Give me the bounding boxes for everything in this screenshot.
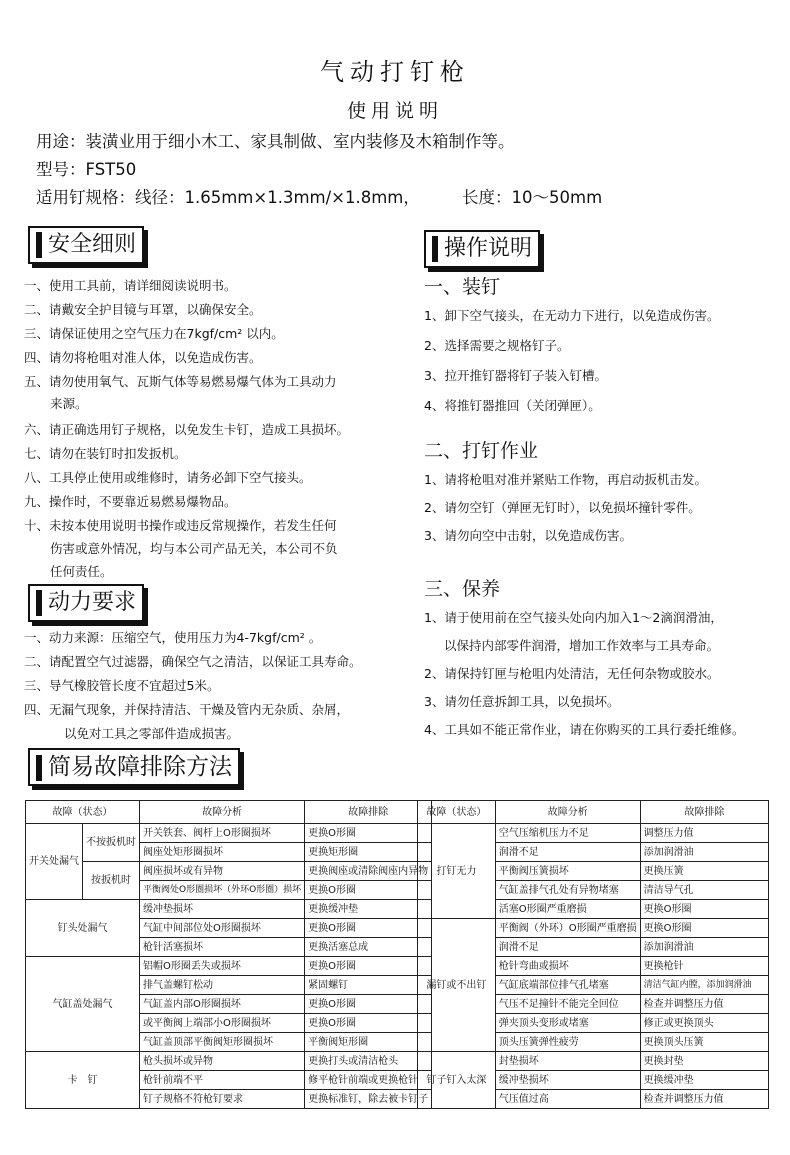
cell-analysis: 气压不足撞针不能完全回位 <box>495 995 640 1014</box>
table-header-row <box>26 801 432 824</box>
cell-analysis: 弹夹顶头变形或堵塞 <box>495 1014 640 1033</box>
cell-analysis: 开关铁套、阀杆上O形圈损坏 <box>140 824 305 843</box>
cell-analysis: 气缸盖排气孔处有异物堵塞 <box>495 881 640 900</box>
maintain-item: 4、工具如不能正常作业，请在你购买的工具行委托维修。 <box>424 722 745 737</box>
safety-item: 一、使用工具前，请详细阅读说明书。 <box>24 278 237 293</box>
maintain-item: 2、请保持钉匣与枪咀内处清洁，无任何杂物或胶水。 <box>424 666 720 681</box>
trouble-heading: 简易故障排除方法 <box>28 748 240 786</box>
safety-item: 任何责任。 <box>50 564 113 579</box>
cell-analysis: 枪针弯曲或损坏 <box>495 957 640 976</box>
safety-item: 四、请勿将枪咀对准人体，以免造成伤害。 <box>24 350 262 365</box>
usage-line: 用途：装潢业用于细小木工、家具制做、室内装修及木箱制作等。 <box>36 132 515 151</box>
safety-item: 六、请正确选用钉子规格，以免发生卡钉，造成工具损坏。 <box>24 422 350 437</box>
operation-heading: 操作说明 <box>424 230 540 268</box>
safety-heading: 安全细则 <box>28 226 144 264</box>
cell-fix: 更换缓冲垫 <box>305 900 432 919</box>
cell-analysis: 润滑不足 <box>495 938 640 957</box>
table-row <box>418 1052 769 1071</box>
cell-fix: 添加润滑油 <box>640 938 768 957</box>
cell-fix: 更换阀座或清除阀座内异物 <box>305 862 432 881</box>
cell-analysis: 活塞O形圈严重磨损 <box>495 900 640 919</box>
cell-fix: 检查并调整压力值 <box>640 995 768 1014</box>
maintain-list <box>424 608 744 748</box>
cell-analysis: 阀座损坏或有异物 <box>140 862 305 881</box>
group-cap-leak: 气缸盖处漏气 <box>26 957 140 1052</box>
nail-item: 3、请勿向空中击射，以免造成伤害。 <box>424 528 632 543</box>
cell-analysis: 空气压缩机压力不足 <box>495 824 640 843</box>
cell-analysis: 润滑不足 <box>495 843 640 862</box>
cell-analysis: 气压值过高 <box>495 1090 640 1109</box>
table-row <box>418 919 769 938</box>
cell-analysis: 气缸中间部位处O形圈损坏 <box>140 919 305 938</box>
cell-fix: 更换O形圈 <box>305 881 432 900</box>
nail-title: 二、打钉作业 <box>424 440 539 462</box>
group-weak-shot: 打钉无力 <box>418 824 496 919</box>
cell-analysis: 平衡阀处O形圈损坏（外环O形圈）损坏 <box>140 881 305 900</box>
cell-fix: 更换标准钉，除去被卡钉子 <box>305 1090 432 1109</box>
cell-fix: 更换O形圈 <box>640 919 768 938</box>
heading-marker <box>36 590 42 616</box>
cell-fix: 检查并调整压力值 <box>640 1090 768 1109</box>
group-jam: 卡 钉 <box>26 1052 140 1109</box>
trouble-table-right <box>417 800 769 1109</box>
table-row <box>418 824 769 843</box>
cell-fix: 清洁导气孔 <box>640 881 768 900</box>
cell-fix: 调整压力值 <box>640 824 768 843</box>
cell-analysis: 排气盖螺钉松动 <box>140 976 305 995</box>
header-fault: 故障（状态） <box>26 801 140 824</box>
load-item: 2、选择需要之规格钉子。 <box>424 338 570 353</box>
cell-analysis: 或平衡阀上端部小O形圈损坏 <box>140 1014 305 1033</box>
safety-item: 十、未按本使用说明书操作或违反常规操作，若发生任何 <box>24 518 337 533</box>
table-row <box>26 862 432 881</box>
cell-fix: 更换打头或清洁枪头 <box>305 1052 432 1071</box>
group-too-deep: 钉子钉入太深 <box>418 1052 496 1109</box>
cell-analysis: 缓冲垫损坏 <box>140 900 305 919</box>
load-item: 4、将推钉器推回（关闭弹匣）。 <box>424 398 601 413</box>
cell-fix: 修平枪针前端或更换枪针 <box>305 1071 432 1090</box>
maintain-title: 三、保养 <box>424 578 501 600</box>
safety-item: 九、操作时，不要靠近易燃易爆物品。 <box>24 494 237 509</box>
cell-analysis: 枪头损坏或异物 <box>140 1052 305 1071</box>
cell-fix: 更换O形圈 <box>305 824 432 843</box>
cell-fix: 更换封垫 <box>640 1052 768 1071</box>
cell-fix: 修正或更换顶头 <box>640 1014 768 1033</box>
cell-analysis: 气缸底端部位排气孔堵塞 <box>495 976 640 995</box>
power-list <box>24 628 362 748</box>
maintain-item: 3、请勿任意拆卸工具，以免损坏。 <box>424 694 620 709</box>
power-item: 三、导气橡胶管长度不宜超过5米。 <box>24 678 220 693</box>
power-heading: 动力要求 <box>28 584 144 622</box>
load-item: 1、卸下空气接头，在无动力下进行，以免造成伤害。 <box>424 308 720 323</box>
power-item: 二、请配置空气过滤器，确保空气之清洁，以保证工具寿命。 <box>24 654 362 669</box>
safety-item: 来源。 <box>50 396 88 411</box>
load-title: 一、装钉 <box>424 276 501 298</box>
cell-analysis: 顶头压簧弹性疲劳 <box>495 1033 640 1052</box>
subgroup-no-trigger: 不按扳机时 <box>83 824 140 862</box>
heading-marker <box>36 232 42 258</box>
nail-list <box>424 470 707 554</box>
cell-fix: 更换压簧 <box>640 862 768 881</box>
power-item: 以免对工具之零部件造成损害。 <box>64 726 240 741</box>
trouble-table-left <box>25 800 432 1109</box>
header-analysis: 故障分析 <box>495 801 640 824</box>
maintain-item: 1、请于使用前在空气接头处向内加入1～2滴润滑油， <box>424 610 723 625</box>
cell-analysis: 平衡阀（外环）O形圈严重磨损 <box>495 919 640 938</box>
page-subtitle: 使用说明 <box>346 100 443 122</box>
heading-marker <box>36 755 42 781</box>
model-line: 型号：FST50 <box>36 160 137 179</box>
cell-fix: 添加润滑油 <box>640 843 768 862</box>
cell-fix: 更换O形圈 <box>640 900 768 919</box>
table-row <box>26 957 432 976</box>
cell-analysis: 枪针活塞损坏 <box>140 938 305 957</box>
table-header-row <box>418 801 769 824</box>
cell-fix: 平衡阀矩形圈 <box>305 1033 432 1052</box>
nail-item: 2、请勿空钉（弹匣无钉时），以免损坏撞针零件。 <box>424 500 701 515</box>
cell-fix: 更换矩形圈 <box>305 843 432 862</box>
page-title: 气动打钉枪 <box>320 58 470 86</box>
cell-fix: 更换O形圈 <box>305 1014 432 1033</box>
cell-fix: 更换枪针 <box>640 957 768 976</box>
cell-analysis: 气缸盖顶部平衡阀矩形圈损坏 <box>140 1033 305 1052</box>
safety-item: 三、请保证使用之空气压力在7kgf/cm² 以内。 <box>24 326 284 341</box>
header-fix: 故障排除 <box>305 801 432 824</box>
safety-list <box>24 276 349 585</box>
power-item: 四、无漏气现象，并保持清洁、干燥及管内无杂质、杂屑， <box>24 702 350 717</box>
cell-analysis: 封垫损坏 <box>495 1052 640 1071</box>
spec-line: 适用钉规格：线径：1.65mm×1.3mm/×1.8mm， <box>36 188 420 207</box>
cell-fix: 更换O形圈 <box>305 919 432 938</box>
nail-item: 1、请将枪咀对准并紧贴工作物，再启动扳机击发。 <box>424 472 707 487</box>
cell-fix: 更换O形圈 <box>305 957 432 976</box>
cell-fix: 更换缓冲垫 <box>640 1071 768 1090</box>
cell-analysis: 铝帽O形圈丢失或损坏 <box>140 957 305 976</box>
cell-fix: 更换O形圈 <box>305 995 432 1014</box>
group-switch-leak: 开关处漏气 <box>26 824 83 900</box>
load-list <box>424 306 719 426</box>
load-item: 3、拉开推钉器将钉子装入钉槽。 <box>424 368 607 383</box>
maintain-item: 以保持内部零件润滑，增加工作效率与工具寿命。 <box>444 638 720 653</box>
cell-analysis: 缓冲垫损坏 <box>495 1071 640 1090</box>
header-analysis: 故障分析 <box>140 801 305 824</box>
safety-item: 二、请戴安全护目镜与耳罩，以确保安全。 <box>24 302 262 317</box>
safety-item: 五、请勿使用氧气、瓦斯气体等易燃易爆气体为工具动力 <box>24 374 337 389</box>
table-row <box>26 1052 432 1071</box>
cell-analysis: 枪针前端不平 <box>140 1071 305 1090</box>
heading-marker <box>432 236 438 262</box>
cell-fix: 更换顶头压簧 <box>640 1033 768 1052</box>
cell-analysis: 平衡阀压簧损坏 <box>495 862 640 881</box>
cell-fix: 更换活塞总成 <box>305 938 432 957</box>
group-misfire: 漏钉或不出钉 <box>418 919 496 1052</box>
cell-analysis: 钉子规格不符枪钉要求 <box>140 1090 305 1109</box>
length-line: 长度：10～50mm <box>462 188 603 207</box>
table-row <box>26 900 432 919</box>
safety-item: 八、工具停止使用或维修时，请务必卸下空气接头。 <box>24 470 312 485</box>
safety-item: 伤害或意外情况，均与本公司产品无关，本公司不负 <box>50 541 338 556</box>
safety-item: 七、请勿在装钉时扣发扳机。 <box>24 446 187 461</box>
header-fix: 故障排除 <box>640 801 768 824</box>
cell-fix: 清洁气缸内膛，添加润滑油 <box>640 976 768 995</box>
cell-analysis: 气缸盖内部O形圈损坏 <box>140 995 305 1014</box>
power-item: 一、动力来源：压缩空气，使用压力为4-7kgf/cm² 。 <box>24 630 322 645</box>
table-row <box>26 824 432 843</box>
cell-analysis: 阀座处矩形圈损坏 <box>140 843 305 862</box>
cell-fix: 紧固螺钉 <box>305 976 432 995</box>
subgroup-trigger: 按扳机时 <box>83 862 140 900</box>
header-fault: 故障（状态） <box>418 801 496 824</box>
group-head-leak: 钉头处漏气 <box>26 900 140 957</box>
